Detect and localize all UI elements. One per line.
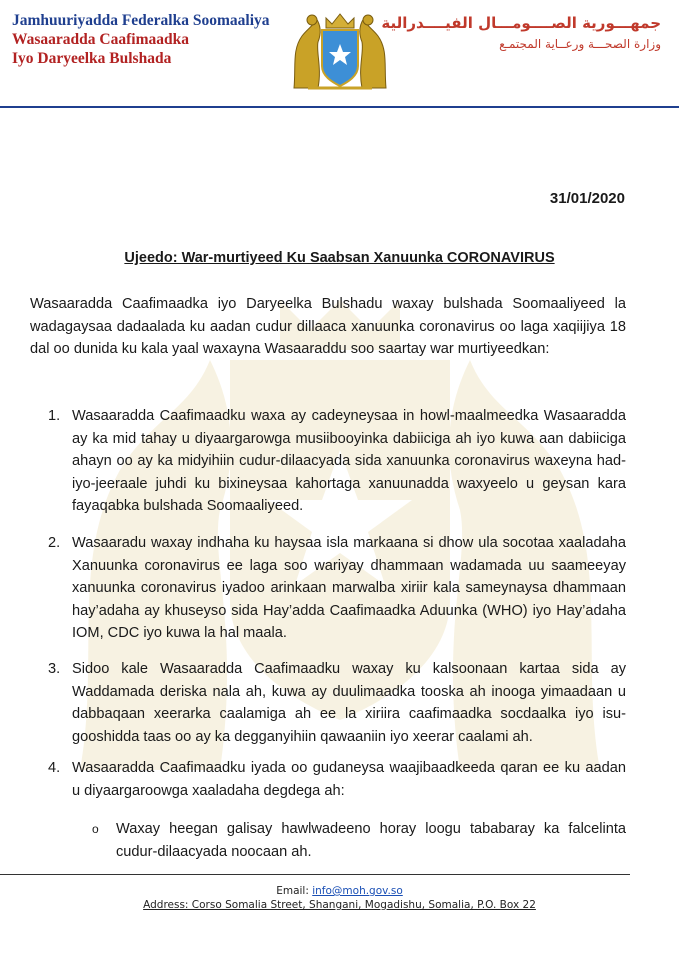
list-item-text: Wasaaradda Caafimaadku waxa ay cadeyneysaa in howl-maalmeedka Wasaaradda ay ka mid tahay u diyaargarowga musiibooyinka dabiiciga ah iyo kuwa aan dabiiciga ahayn oo ay ka midyihiin cudur-dilaacyada sida xanuunka coronavirus waxeyna had-iyo-jeeraale juhdi ku bixineysaa kahortaga xanuunadda waxyeelo u geysan kara fayaqabka bulshada Soomaaliyeed. [72,408,626,514]
country-name-arabic: جمهـــورية الصــــومـــال الفيــــدرالية [381,14,661,32]
sub-list-item-text: Waxay heegan galisay hawlwadeeno horay loogu tababaray ka falcelinta cudur-dilaacyada noocaan ah. [116,821,626,860]
ministry-name-line1: Wasaaradda Caafimaadka [12,31,189,48]
list-item [48,757,626,802]
list-item-text: Wasaaradu waxay indhaha ku haysaa isla markaana si dhow ula socotaa xaaladaha Xanuunka coronavirus ee laga soo wariyay dhammaan wadamada uu saameeyay xanuunka coronavirus iyadoo arinkaan marwalba xiriir kala sameynaysa dhammaan hay’adaha ay khuseyso sida Hay’adda Caafimaadka Aduunka (WHO) iyo Hay’adaha IOM, CDC iyo kuwa la hal maala. [72,535,626,641]
bullet-icon: o [92,822,99,836]
ministry-name-line2: Iyo Daryeelka Bulshada [12,50,172,67]
list-item-number: 4. [48,760,61,776]
footer-email-link[interactable]: info@moh.gov.so [312,885,403,897]
list-item [48,658,626,748]
list-item [48,532,626,645]
intro-paragraph: Wasaaradda Caafimaadka iyo Daryeelka Bulshadu waxay bulshada Soomaaliyeed la wadagaysaa dadaalada ku aadan cudur dillaaca xanuunka coronavirus oo laga xaqiijiya 18 dal oo dunida ku kala yaal waxayna Wasaaraddu soo saartay war murtiyeedkan: [30,296,626,357]
sub-list-item [92,818,626,863]
footer-email-label: Email: [276,885,309,897]
list-item [48,405,626,518]
list-item-number: 2. [48,535,61,551]
list-item-text: Sidoo kale Wasaaradda Caafimaadku waxay ku kalsoonaan kartaa sida ay Waddamada deriska nala ah, kuwa ay duulimaadka tooska ah inooga yimaadaan u dabbaqaan xeerarka caalamiga ah ee la xiriira caafimaadka socdaalka iyo isu-gooshidda taas oo ay ka degganyihiin qawaaniin iyo xeerar caalami ah. [72,661,626,745]
list-item-number: 1. [48,408,61,424]
footer-address: Address: Corso Somalia Street, Shangani, Mogadishu, Somalia, P.O. Box 22 [143,899,536,911]
header-left-block [12,11,270,68]
footer-divider [0,874,630,875]
header-right-block [381,12,661,54]
country-name-somali: Jamhuuriyadda Federalka Soomaaliya [12,12,270,29]
ministry-name-arabic: وزارة الصحـــة ورعــاية المجتمـع [499,37,661,51]
coat-of-arms-emblem [288,6,392,92]
letter-subject: Ujeedo: War-murtiyeed Ku Saabsan Xanuunka CORONAVIRUS [124,250,555,266]
footer-email-line [0,885,679,897]
list-item-number: 3. [48,661,61,677]
list-item-text: Wasaaradda Caafimaadku iyada oo gudaneysa waajibaadkeeda qaran ee ku aadan u diyaargaroowga xaaladaha degdega ah: [72,760,626,799]
letter-date: 31/01/2020 [549,190,625,207]
header-divider [0,106,679,108]
